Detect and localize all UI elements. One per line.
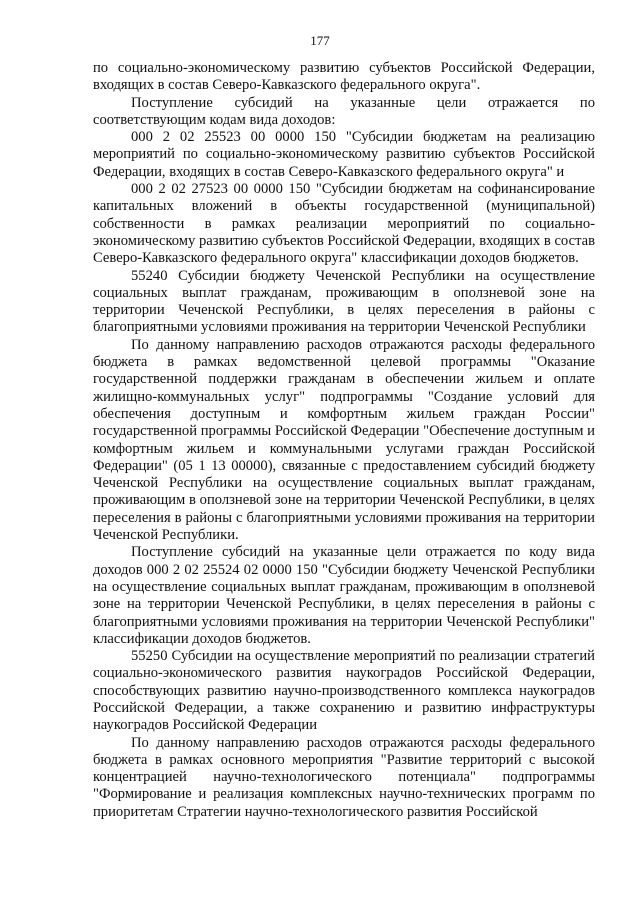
- paragraph-code-25523: 000 2 02 25523 00 0000 150 "Субсидии бюджетам на реализацию мероприятий по социально-экономическому развитию субъектов Российской Федерации, входящих в состав Северо-Кавказского федерального округа" и: [93, 129, 595, 180]
- paragraph-heading-55250: 55250 Субсидии на осуществление мероприятий по реализации стратегий социально-экономического развития наукоградов Российской Федерации, способствующих развитию научно-производственного комплекса наукоградов Российской Федерации, а также сохранению и развитию инфраструктуры наукоградов Российской Федерации: [93, 648, 595, 734]
- paragraph-code-27523: 000 2 02 27523 00 0000 150 "Субсидии бюджетам на софинансирование капитальных вложений в объекты государственной (муниципальной) собственности в рамках реализации мероприятий по социально-экономическому развитию субъектов Российской Федерации, входящих в состав Северо-Кавказского федерального округа" классификации доходов бюджетов.: [93, 181, 595, 267]
- paragraph-heading-55240: 55240 Субсидии бюджету Чеченской Республики на осуществление социальных выплат гражданам, проживающим в оползневой зоне на территории Чеченской Республики, в целях переселения в районы с благоприятными условиями проживания на территории Чеченской Республики: [93, 267, 595, 336]
- paragraph-55250-description: По данному направлению расходов отражаются расходы федерального бюджета в рамках основного мероприятия "Развитие территорий с высокой концентрацией научно-технологического потенциала" подпрограммы "Формирование и реализация комплексных научно-технических программ по приоритетам Стратегии научно-технологического развития Российской: [93, 734, 595, 820]
- page-number: 177: [310, 33, 330, 48]
- paragraph-55240-description: По данному направлению расходов отражаются расходы федерального бюджета в рамках ведомственной целевой программы "Оказание государственной поддержки гражданам в обеспечении жильем и оплате жилищно-коммунальных услуг" подпрограммы "Создание условий для обеспечения доступным и комфортным жильем граждан России" государственной программы Российской Федерации "Обеспечение доступным и комфортным жильем и коммунальными услугами граждан Российской Федерации" (05 1 13 00000), связанные с предоставлением субсидий бюджету Чеченской Республики на осуществление социальных выплат гражданам, проживающим в оползневой зоне на территории Чеченской Республики, в целях переселения в районы с благоприятными условиями проживания на территории Чеченской Республики.: [93, 336, 595, 544]
- document-body: [93, 60, 595, 821]
- paragraph-income-codes-intro: Поступление субсидий на указанные цели отражается по соответствующим кодам вида доходов:: [93, 94, 595, 128]
- paragraph-continuation: по социально-экономическому развитию субъектов Российской Федерации, входящих в состав Северо-Кавказского федерального округа".: [93, 60, 595, 94]
- paragraph-code-25524: Поступление субсидий на указанные цели отражается по коду вида доходов 000 2 02 25524 02 0000 150 "Субсидии бюджету Чеченской Республики на осуществление социальных выплат гражданам, проживающим в оползневой зоне на территории Чеченской Республики, в целях переселения в районы с благоприятными условиями проживания на территории Чеченской Республики" классификации доходов бюджетов.: [93, 544, 595, 647]
